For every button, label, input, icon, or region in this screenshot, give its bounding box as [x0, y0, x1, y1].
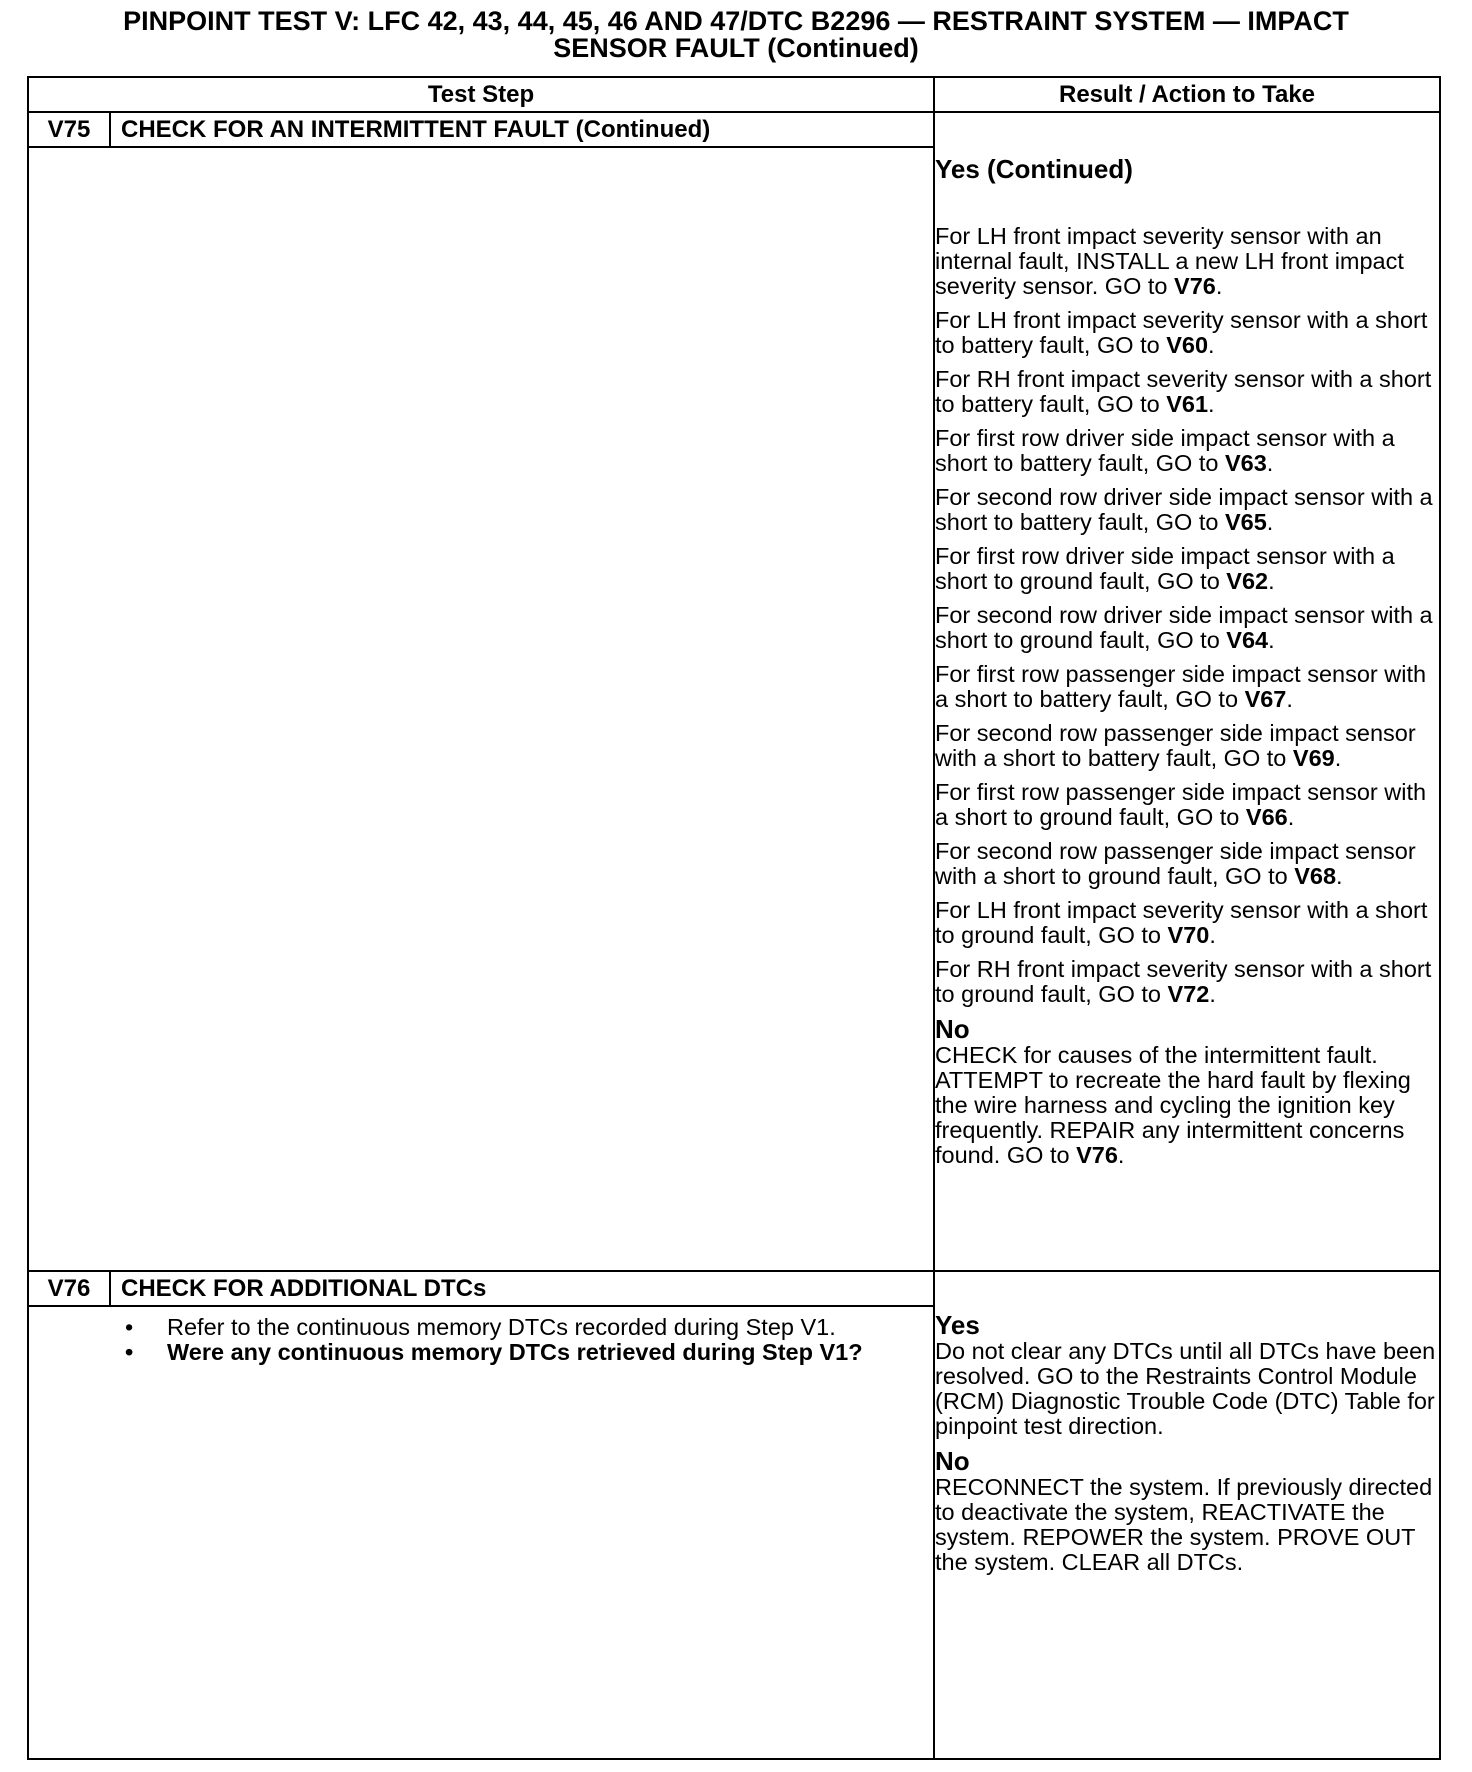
action-text: For RH front impact severity sensor with a short to battery fault, GO to: [935, 366, 1432, 417]
no-action-body: CHECK for causes of the intermittent fault. ATTEMPT to recreate the hard fault by flexing the wire harness and cycling the ignition key frequently. REPAIR any intermittent concerns found. GO to: [935, 1042, 1411, 1168]
goto-step: V69: [1292, 745, 1335, 771]
action-end: .: [1209, 922, 1216, 948]
goto-step: V68: [1294, 863, 1337, 889]
no-action-text: RECONNECT the system. If previously directed to deactivate the system, REACTIVATE the system. REPOWER the system. PROVE OUT the system. CLEAR all DTCs.: [935, 1474, 1433, 1575]
action-item: [935, 426, 1439, 476]
result-cell-v75: [934, 112, 1440, 1271]
no-heading: No: [935, 1014, 970, 1044]
step-cell-v76: [28, 1271, 934, 1759]
action-end: .: [1266, 509, 1274, 535]
goto-step: V62: [1226, 568, 1269, 594]
goto-step: V67: [1244, 686, 1287, 712]
action-item: [935, 544, 1439, 594]
action-item: [935, 957, 1439, 1007]
action-text: For second row passenger side impact sensor with a short to battery fault, GO to: [935, 720, 1416, 771]
action-text: For LH front impact severity sensor with an internal fault, INSTALL a new LH front impact severity sensor. GO to: [935, 223, 1404, 299]
action-item: [935, 839, 1439, 889]
step-header-v76: [29, 1272, 933, 1307]
action-item: [935, 662, 1439, 712]
goto-step: V65: [1224, 509, 1267, 535]
action-text: For LH front impact severity sensor with a short to ground fault, GO to: [935, 897, 1428, 948]
action-text: For first row driver side impact sensor with a short to battery fault, GO to: [935, 425, 1395, 476]
action-text: For second row passenger side impact sensor with a short to ground fault, GO to: [935, 838, 1416, 889]
step-number: V76: [29, 1272, 111, 1305]
action-text: For second row driver side impact sensor with a short to battery fault, GO to: [935, 484, 1433, 535]
step-cell-v75: [28, 112, 934, 1271]
goto-step: V76: [1076, 1142, 1118, 1168]
step-row-v75: [28, 112, 1440, 1271]
step-title: CHECK FOR AN INTERMITTENT FAULT (Continued): [121, 116, 711, 143]
no-action-end: .: [1117, 1142, 1125, 1168]
action-end: .: [1334, 745, 1342, 771]
action-item: [935, 308, 1439, 358]
goto-step: V70: [1167, 922, 1210, 948]
col-header-result: Result / Action to Take: [934, 77, 1440, 112]
action-text: For first row driver side impact sensor with a short to ground fault, GO to: [935, 543, 1395, 594]
yes-heading: Yes: [935, 1310, 980, 1340]
page-title-line1: PINPOINT TEST V: LFC 42, 43, 44, 45, 46 AND 47/DTC B2296 — RESTRAINT SYSTEM — IMPACT: [123, 6, 1349, 36]
goto-step: V72: [1167, 981, 1210, 1007]
col-header-test-step: Test Step: [28, 77, 934, 112]
goto-step: V66: [1245, 804, 1288, 830]
bullet-item-question: • Were any continuous memory DTCs retrieved during Step V1?: [29, 1340, 933, 1365]
action-text: For first row passenger side impact sensor with a short to battery fault, GO to: [935, 661, 1427, 712]
action-end: .: [1209, 981, 1216, 1007]
step-title: CHECK FOR ADDITIONAL DTCs: [121, 1275, 487, 1302]
action-end: .: [1208, 391, 1215, 417]
action-item: [935, 224, 1439, 299]
yes-action-text: Do not clear any DTCs until all DTCs have been resolved. GO to the Restraints Control Module (RCM) Diagnostic Trouble Code (DTC) Table for pinpoint test direction.: [935, 1338, 1436, 1439]
action-end: .: [1215, 273, 1223, 299]
action-end: .: [1208, 332, 1215, 358]
action-text: For RH front impact severity sensor with a short to ground fault, GO to: [935, 956, 1432, 1007]
result-cell-v76: [934, 1271, 1440, 1759]
action-item: [935, 780, 1439, 830]
goto-step: V76: [1174, 273, 1216, 299]
action-item: [935, 603, 1439, 653]
action-item: [935, 898, 1439, 948]
page-title-line2: SENSOR FAULT (Continued): [553, 33, 919, 63]
goto-step: V64: [1226, 627, 1269, 653]
action-end: .: [1268, 568, 1275, 594]
goto-step: V61: [1166, 391, 1209, 417]
action-item: [935, 721, 1439, 771]
action-list: [935, 224, 1439, 1007]
table-header-row: [28, 77, 1440, 112]
yes-continued-heading: Yes (Continued): [935, 154, 1133, 184]
action-end: .: [1336, 863, 1343, 889]
step-row-v76: [28, 1271, 1440, 1759]
pinpoint-table: [27, 76, 1441, 1760]
step-header-v75: [29, 113, 933, 148]
step-bullets: [29, 1315, 933, 1365]
step-number: V75: [29, 113, 111, 146]
action-end: .: [1287, 804, 1295, 830]
action-text: For LH front impact severity sensor with a short to battery fault, GO to: [935, 307, 1428, 358]
action-item: [935, 367, 1439, 417]
no-heading: No: [935, 1446, 970, 1476]
page-title: [0, 8, 1472, 62]
bullet-item: • Refer to the continuous memory DTCs recorded during Step V1.: [29, 1315, 933, 1340]
action-end: .: [1268, 627, 1275, 653]
no-action-text: [935, 1043, 1439, 1168]
goto-step: V63: [1224, 450, 1267, 476]
goto-step: V60: [1166, 332, 1209, 358]
action-end: .: [1286, 686, 1293, 712]
action-item: [935, 485, 1439, 535]
action-end: .: [1266, 450, 1274, 476]
action-text: For first row passenger side impact sensor with a short to ground fault, GO to: [935, 779, 1427, 830]
action-text: For second row driver side impact sensor with a short to ground fault, GO to: [935, 602, 1433, 653]
